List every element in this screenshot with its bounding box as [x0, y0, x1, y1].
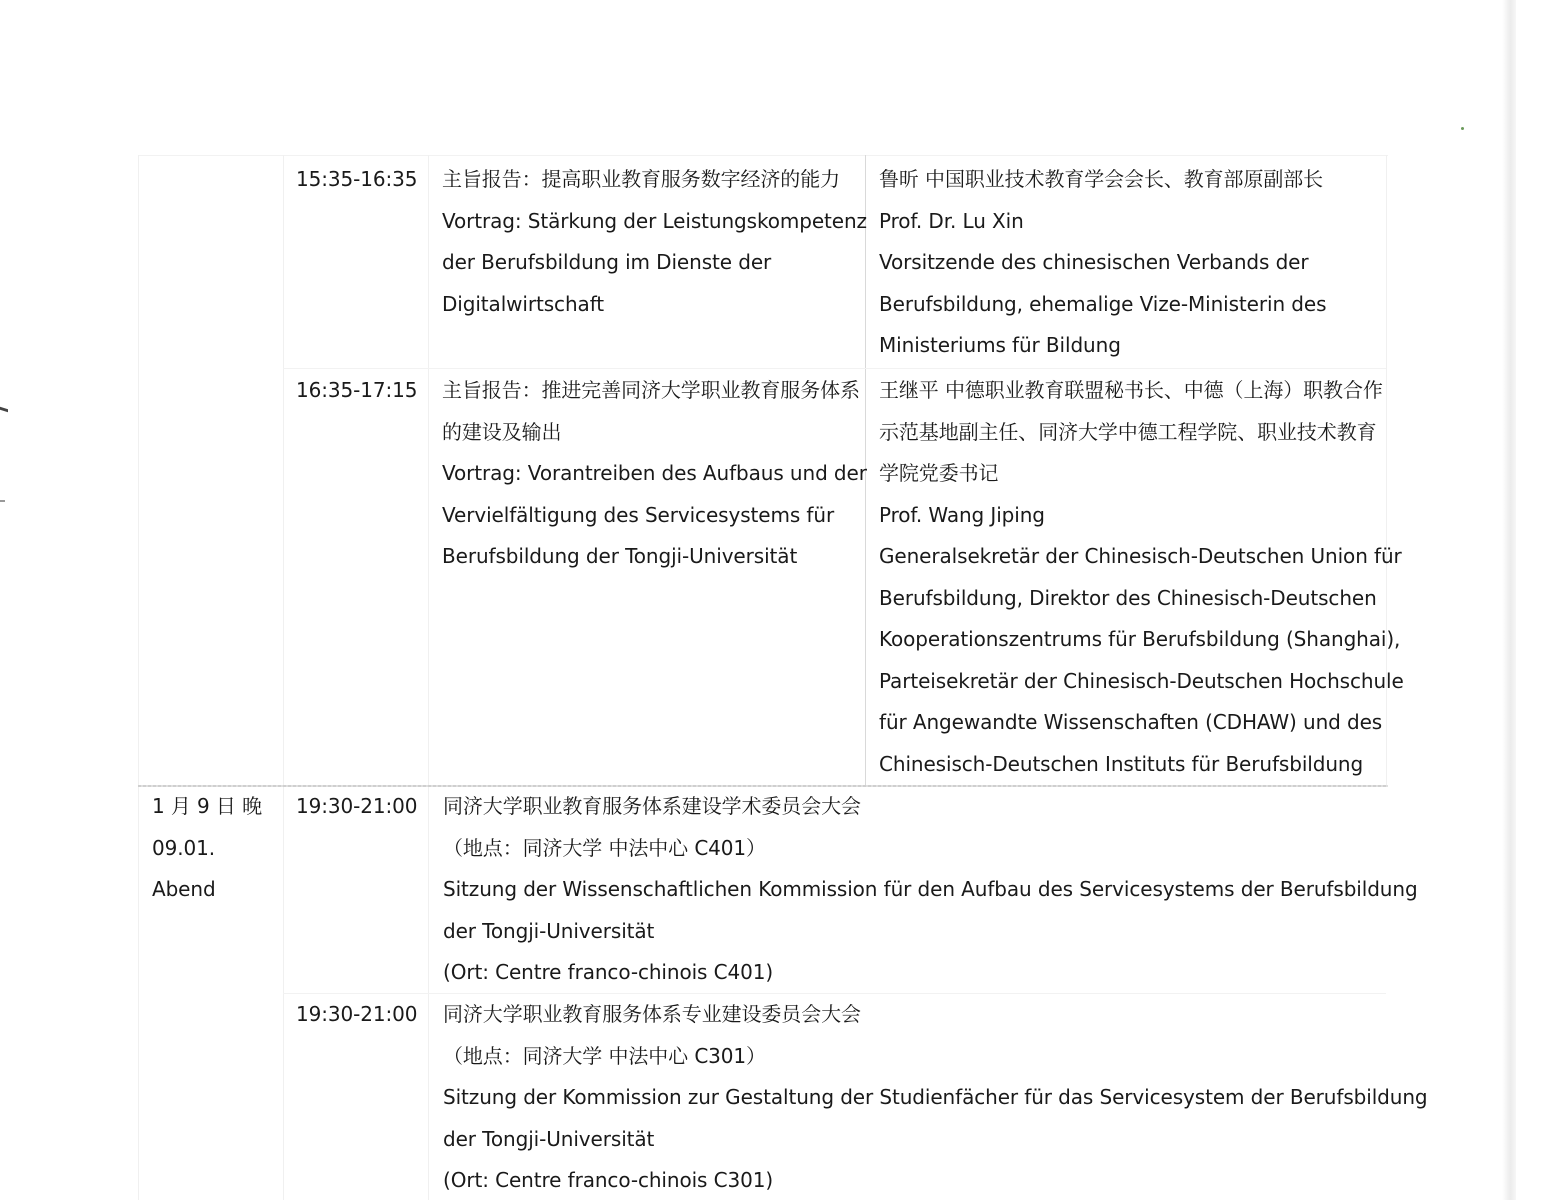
speaker-line: Vorsitzende des chinesischen Verbands der: [879, 250, 1309, 274]
session-time: 15:35-16:35: [296, 167, 418, 191]
date-label: [152, 786, 262, 911]
scan-mark: [0, 407, 8, 413]
speaker-line: 鲁昕 中国职业技术教育学会会长、教育部原副部长: [879, 167, 1324, 191]
topic-line: 主旨报告：推进完善同济大学职业教育服务体系: [442, 378, 860, 402]
session-topic: [442, 370, 867, 578]
event-line: (Ort: Centre franco-chinois C401): [443, 960, 774, 984]
topic-line: 主旨报告：提高职业教育服务数字经济的能力: [442, 167, 840, 191]
topic-line: der Berufsbildung im Dienste der: [442, 250, 772, 274]
event-line: der Tongji-Universität: [443, 1126, 655, 1151]
speaker-line: Berufsbildung, ehemalige Vize-Ministerin des: [879, 291, 1327, 316]
speaker-line: Berufsbildung, Direktor des Chinesisch-Deutschen: [879, 585, 1377, 610]
table-row-divider: [283, 368, 1386, 369]
table-col-divider: [138, 155, 139, 1200]
speaker-line: Ministeriums für Bildung: [879, 333, 1121, 357]
topic-line: Vortrag: Vorantreiben des Aufbaus und der: [442, 461, 867, 485]
date-line: 1 月 9 日 晚: [152, 794, 262, 818]
event-time: 19:30-21:00: [296, 1002, 418, 1026]
speaker-line: 学院党委书记: [879, 461, 999, 485]
topic-line: Vervielfältigung des Servicesystems für: [442, 502, 835, 527]
event-line: （地点：同济大学 中法中心 C301）: [443, 1043, 766, 1068]
event-description: [443, 994, 1428, 1202]
speaker-line: Kooperationszentrums für Berufsbildung (Shanghai),: [879, 627, 1401, 651]
topic-line: Vortrag: Stärkung der Leistungskompetenz: [442, 208, 867, 233]
speaker-line: Chinesisch-Deutschen Instituts für Berufsbildung: [879, 751, 1364, 776]
event-line: (Ort: Centre franco-chinois C301): [443, 1168, 774, 1192]
table-col-divider: [283, 155, 284, 1200]
event-description: [443, 786, 1418, 994]
session-topic: [442, 159, 867, 325]
scan-edge-shadow: [1502, 0, 1516, 1200]
event-line: Sitzung der Kommission zur Gestaltung der Studienfächer für das Servicesystem der Berufsbildung: [443, 1085, 1428, 1109]
event-line: 同济大学职业教育服务体系建设学术委员会大会: [443, 794, 861, 818]
topic-line: 的建设及输出: [442, 419, 562, 444]
date-line: Abend: [152, 877, 216, 901]
speaker-line: Parteisekretär der Chinesisch-Deutschen Hochschule: [879, 668, 1404, 693]
speaker-line: Generalsekretär der Chinesisch-Deutschen Union für: [879, 544, 1402, 568]
session-speaker: [879, 159, 1326, 367]
session-speaker: [879, 370, 1404, 785]
speaker-line: Prof. Wang Jiping: [879, 502, 1045, 527]
topic-line: Berufsbildung der Tongji-Universität: [442, 544, 798, 568]
event-time: 19:30-21:00: [296, 794, 418, 818]
event-line: Sitzung der Wissenschaftlichen Kommission für den Aufbau des Servicesystems der Berufsbildung: [443, 877, 1418, 901]
speaker-line: Prof. Dr. Lu Xin: [879, 208, 1024, 233]
table-col-divider: [428, 155, 429, 1200]
speaker-line: für Angewandte Wissenschaften (CDHAW) und des: [879, 710, 1383, 734]
scan-speck: [1461, 127, 1464, 130]
topic-line: Digitalwirtschaft: [442, 291, 605, 316]
event-line: der Tongji-Universität: [443, 918, 655, 943]
event-line: 同济大学职业教育服务体系专业建设委员会大会: [443, 1002, 861, 1026]
speaker-line: 示范基地副主任、同济大学中德工程学院、职业技术教育: [879, 419, 1377, 444]
session-time: 16:35-17:15: [296, 378, 418, 402]
scan-mark: [0, 500, 5, 502]
date-line: 09.01.: [152, 835, 216, 860]
speaker-line: 王继平 中德职业教育联盟秘书长、中德（上海）职教合作: [879, 378, 1383, 402]
table-top-border: [138, 155, 1388, 156]
event-line: （地点：同济大学 中法中心 C401）: [443, 835, 766, 860]
